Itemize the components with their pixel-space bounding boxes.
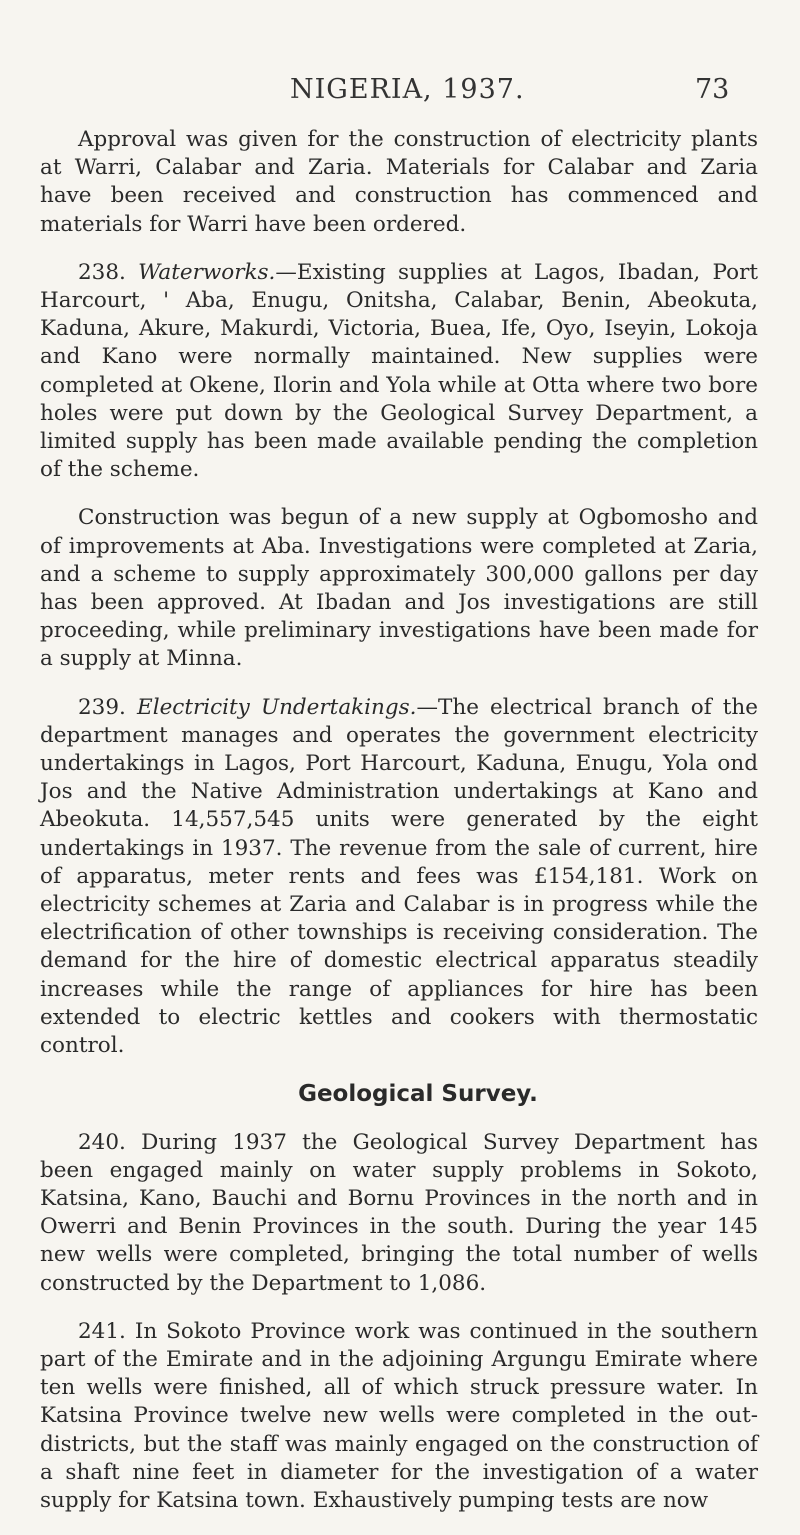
paragraph-approval: Approval was given for the construction of electricity plants at Warri, Calabar and Zaria. Materials for Calabar and Zaria have been received and construction has commenced and materials for Warri have been ordered. xyxy=(40,127,758,237)
body-text xyxy=(40,126,758,1535)
section-heading: Geological Survey. xyxy=(298,1081,538,1108)
paragraph-238 xyxy=(40,259,758,485)
paragraph-238-continued: Construction was begun of a new supply at Ogbomosho and of improvements at Aba. Investigations were completed at Zaria, and a scheme to supply approximately 300,000 gallons per day has been approved. At Ibadan and Jos investigations are still proceeding, while preliminary investigations have been made for a supply at Minna. xyxy=(40,505,758,672)
paragraph-number: 239. xyxy=(78,694,126,720)
paragraph-heading: Electricity Undertakings. xyxy=(137,694,417,720)
page-header xyxy=(0,74,800,114)
paragraph-text: —Existing supplies at Lagos, Ibadan, Port Harcourt, ' Aba, Enugu, Onitsha, Calabar, Benin, Abeokuta, Kaduna, Akure, Makurdi, Victoria, Buea, Ife, Oyo, Iseyin, Lokoja and Kano were normally maintained. New supplies were completed at Okene, Ilorin and Yola while at Otta where two bore holes were put down by the Geological Survey Department, a limited supply has been made available pending the completion of the scheme. xyxy=(40,259,758,483)
running-title: NIGERIA, 1937. xyxy=(290,74,525,105)
paragraph-241: 241. In Sokoto Province work was continued in the southern part of the Emirate and in the adjoining Argungu Emirate where ten wells were finished, all of which struck pressure water. In Katsina Province twelve new wells were completed in the out-districts, but the staff was mainly engaged on the construction of a shaft nine feet in diameter for the investigation of a water supply for Katsina town. Exhaustively pumping tests are now xyxy=(40,1318,758,1513)
paragraph-text: —The electrical branch of the department manages and operates the government electricity undertakings in Lagos, Port Harcourt, Kaduna, Enugu, Yola ond Jos and the Native Administration undertakings at Kano and Abeokuta. 14,557,545 units were generated by the eight undertakings in 1937. The revenue from the sale of current, hire of apparatus, meter rents and fees was £154,181. Work on electricity schemes at Zaria and Calabar is in progress while the electrification of other townships is receiving consideration. The demand for the hire of domestic electrical apparatus steadily increases while the range of appliances for hire has been extended to electric kettles and cookers with thermostatic control. xyxy=(40,694,758,1059)
page-number: 73 xyxy=(695,74,730,105)
paragraph-number: 238. xyxy=(78,259,126,285)
paragraph-240: 240. During 1937 the Geological Survey Department has been engaged mainly on water supply problems in Sokoto, Katsina, Kano, Bauchi and Bornu Provinces in the north and in Owerri and Benin Provinces in the south. During the year 145 new wells were completed, bringing the total number of wells constructed by the Department to 1,086. xyxy=(40,1129,758,1296)
paragraph-heading: Waterworks. xyxy=(138,259,276,285)
paragraph-239 xyxy=(40,694,758,1061)
